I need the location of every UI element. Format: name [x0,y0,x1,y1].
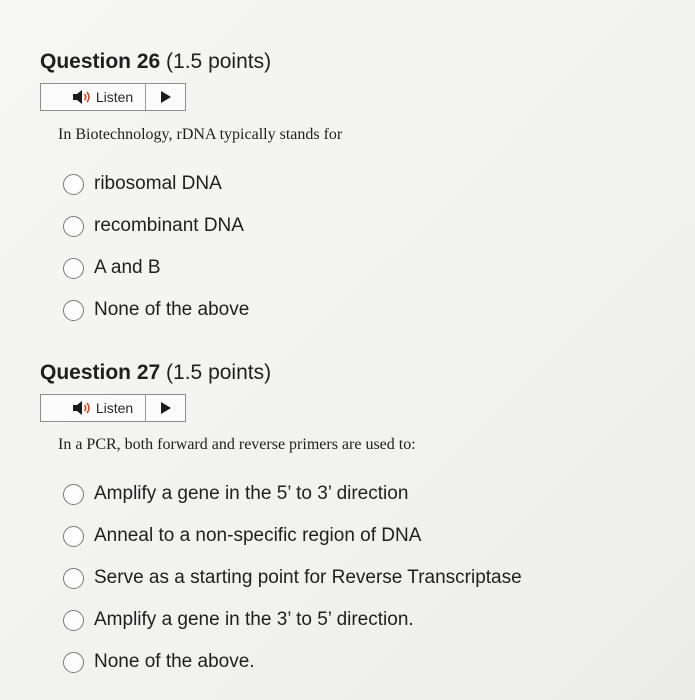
listen-widget [40,83,186,111]
listen-widget [40,394,186,422]
radio-button[interactable] [63,258,84,279]
option-label: None of the above. [94,651,255,672]
option-label: Amplify a gene in the 5’ to 3’ direction [94,483,409,504]
speaker-icon [71,400,93,416]
listen-label: Listen [95,89,134,105]
speaker-icon [71,89,93,105]
listen-label: Listen [95,400,134,416]
answer-option[interactable] [63,483,408,505]
option-label: None of the above [94,299,250,320]
answer-option[interactable] [63,609,414,631]
question-title [40,50,271,74]
play-icon [161,91,171,103]
play-button[interactable] [146,395,185,421]
question-points: (1.5 points) [166,50,272,73]
question-number: Question 27 [40,361,161,384]
play-button[interactable] [146,84,185,110]
answer-option[interactable] [63,651,255,673]
radio-button[interactable] [63,568,84,589]
radio-button[interactable] [63,526,84,547]
radio-button[interactable] [63,216,84,237]
answer-option[interactable] [63,173,222,195]
question-points: (1.5 points) [166,361,272,384]
option-label: Anneal to a non-specific region of DNA [94,525,422,546]
radio-button[interactable] [63,652,84,673]
answer-option[interactable] [63,299,249,321]
play-icon [161,402,171,414]
listen-button[interactable] [41,84,146,110]
question-number: Question 26 [40,50,161,73]
question-title [40,361,271,385]
radio-button[interactable] [63,174,84,195]
option-label: A and B [94,257,161,278]
answer-option[interactable] [63,525,421,547]
answer-option[interactable] [63,257,161,279]
radio-button[interactable] [63,484,84,505]
answer-option[interactable] [63,215,244,237]
option-label: Amplify a gene in the 3’ to 5’ direction. [94,609,414,630]
question-prompt: In a PCR, both forward and reverse primers are used to: [58,436,416,453]
radio-button[interactable] [63,300,84,321]
answer-option[interactable] [63,567,522,589]
option-label: ribosomal DNA [94,173,222,194]
option-label: Serve as a starting point for Reverse Transcriptase [94,567,522,588]
option-label: recombinant DNA [94,215,244,236]
question-prompt: In Biotechnology, rDNA typically stands for [58,126,343,143]
listen-button[interactable] [41,395,146,421]
radio-button[interactable] [63,610,84,631]
